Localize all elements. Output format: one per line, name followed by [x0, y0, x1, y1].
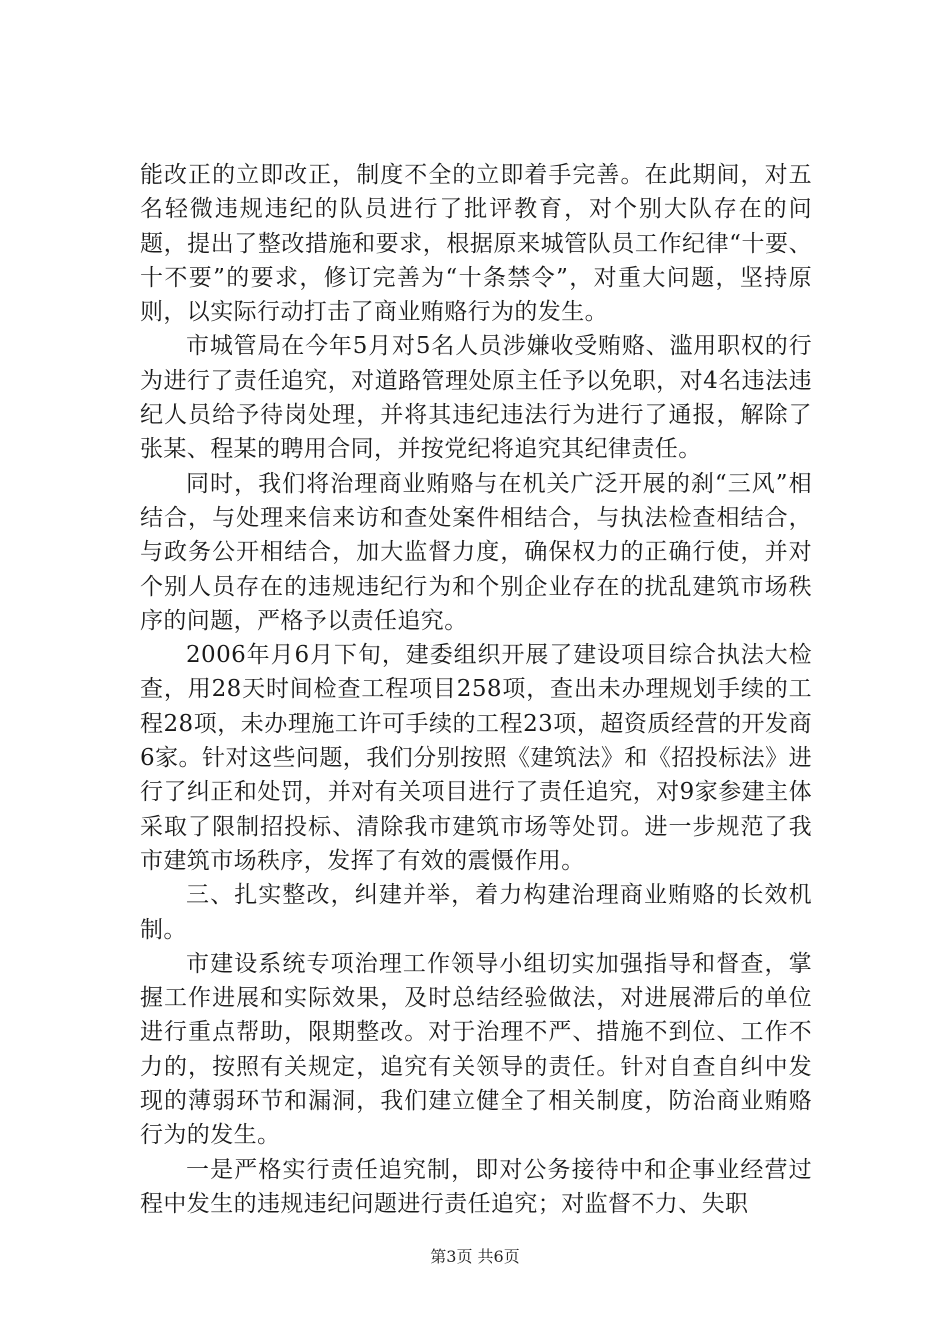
page-number-footer: 第3页 共6页	[430, 1247, 520, 1266]
section-heading-3: 三、扎实整改，纠建并举，着力构建治理商业贿赂的长效机制。	[140, 882, 812, 943]
paragraph-2: 市城管局在今年5月对5名人员涉嫌收受贿赂、滥用职权的行为进行了责任追究，对道路管理处原主任予以免职，对4名违法违纪人员给予待岗处理，并将其违纪违法行为进行了通报，解除了张某、程某的聘用合同，并按党纪将追究其纪律责任。	[140, 333, 812, 463]
document-body	[140, 158, 812, 1221]
paragraph-6: 市建设系统专项治理工作领导小组切实加强指导和督查，掌握工作进展和实际效果，及时总结经验做法，对进展滞后的单位进行重点帮助，限期整改。对于治理不严、措施不到位、工作不力的，按照有关规定，追究有关领导的责任。针对自查自纠中发现的薄弱环节和漏洞，我们建立健全了相关制度，防治商业贿赂行为的发生。	[140, 950, 812, 1149]
paragraph-7: 一是严格实行责任追究制，即对公务接待中和企事业经营过程中发生的违规违纪问题进行责任追究；对监督不力、失职	[140, 1156, 812, 1217]
paragraph-4: 2006年月6月下旬，建委组织开展了建设项目综合执法大检查，用28天时间检查工程项目258项，查出未办理规划手续的工程28项，未办理施工许可手续的工程23项，超资质经营的开发商6家。针对这些问题，我们分别按照《建筑法》和《招投标法》进行了纠正和处罚，并对有关项目进行了责任追究，对9家参建主体采取了限制招投标、清除我市建筑市场等处罚。进一步规范了我市建筑市场秩序，发挥了有效的震慑作用。	[140, 642, 812, 874]
paragraph-3: 同时，我们将治理商业贿赂与在机关广泛开展的刹“三风”相结合，与处理来信来访和查处案件相结合，与执法检查相结合，与政务公开相结合，加大监督力度，确保权力的正确行使，并对个别人员存在的违规违纪行为和个别企业存在的扰乱建筑市场秩序的问题，严格予以责任追究。	[140, 470, 812, 634]
paragraph-1: 能改正的立即改正，制度不全的立即着手完善。在此期间，对五名轻微违规违纪的队员进行了批评教育，对个别大队存在的问题，提出了整改措施和要求，根据原来城管队员工作纪律“十要、十不要”的要求，修订完善为“十条禁令”，对重大问题，坚持原则，以实际行动打击了商业贿赂行为的发生。	[140, 162, 812, 326]
